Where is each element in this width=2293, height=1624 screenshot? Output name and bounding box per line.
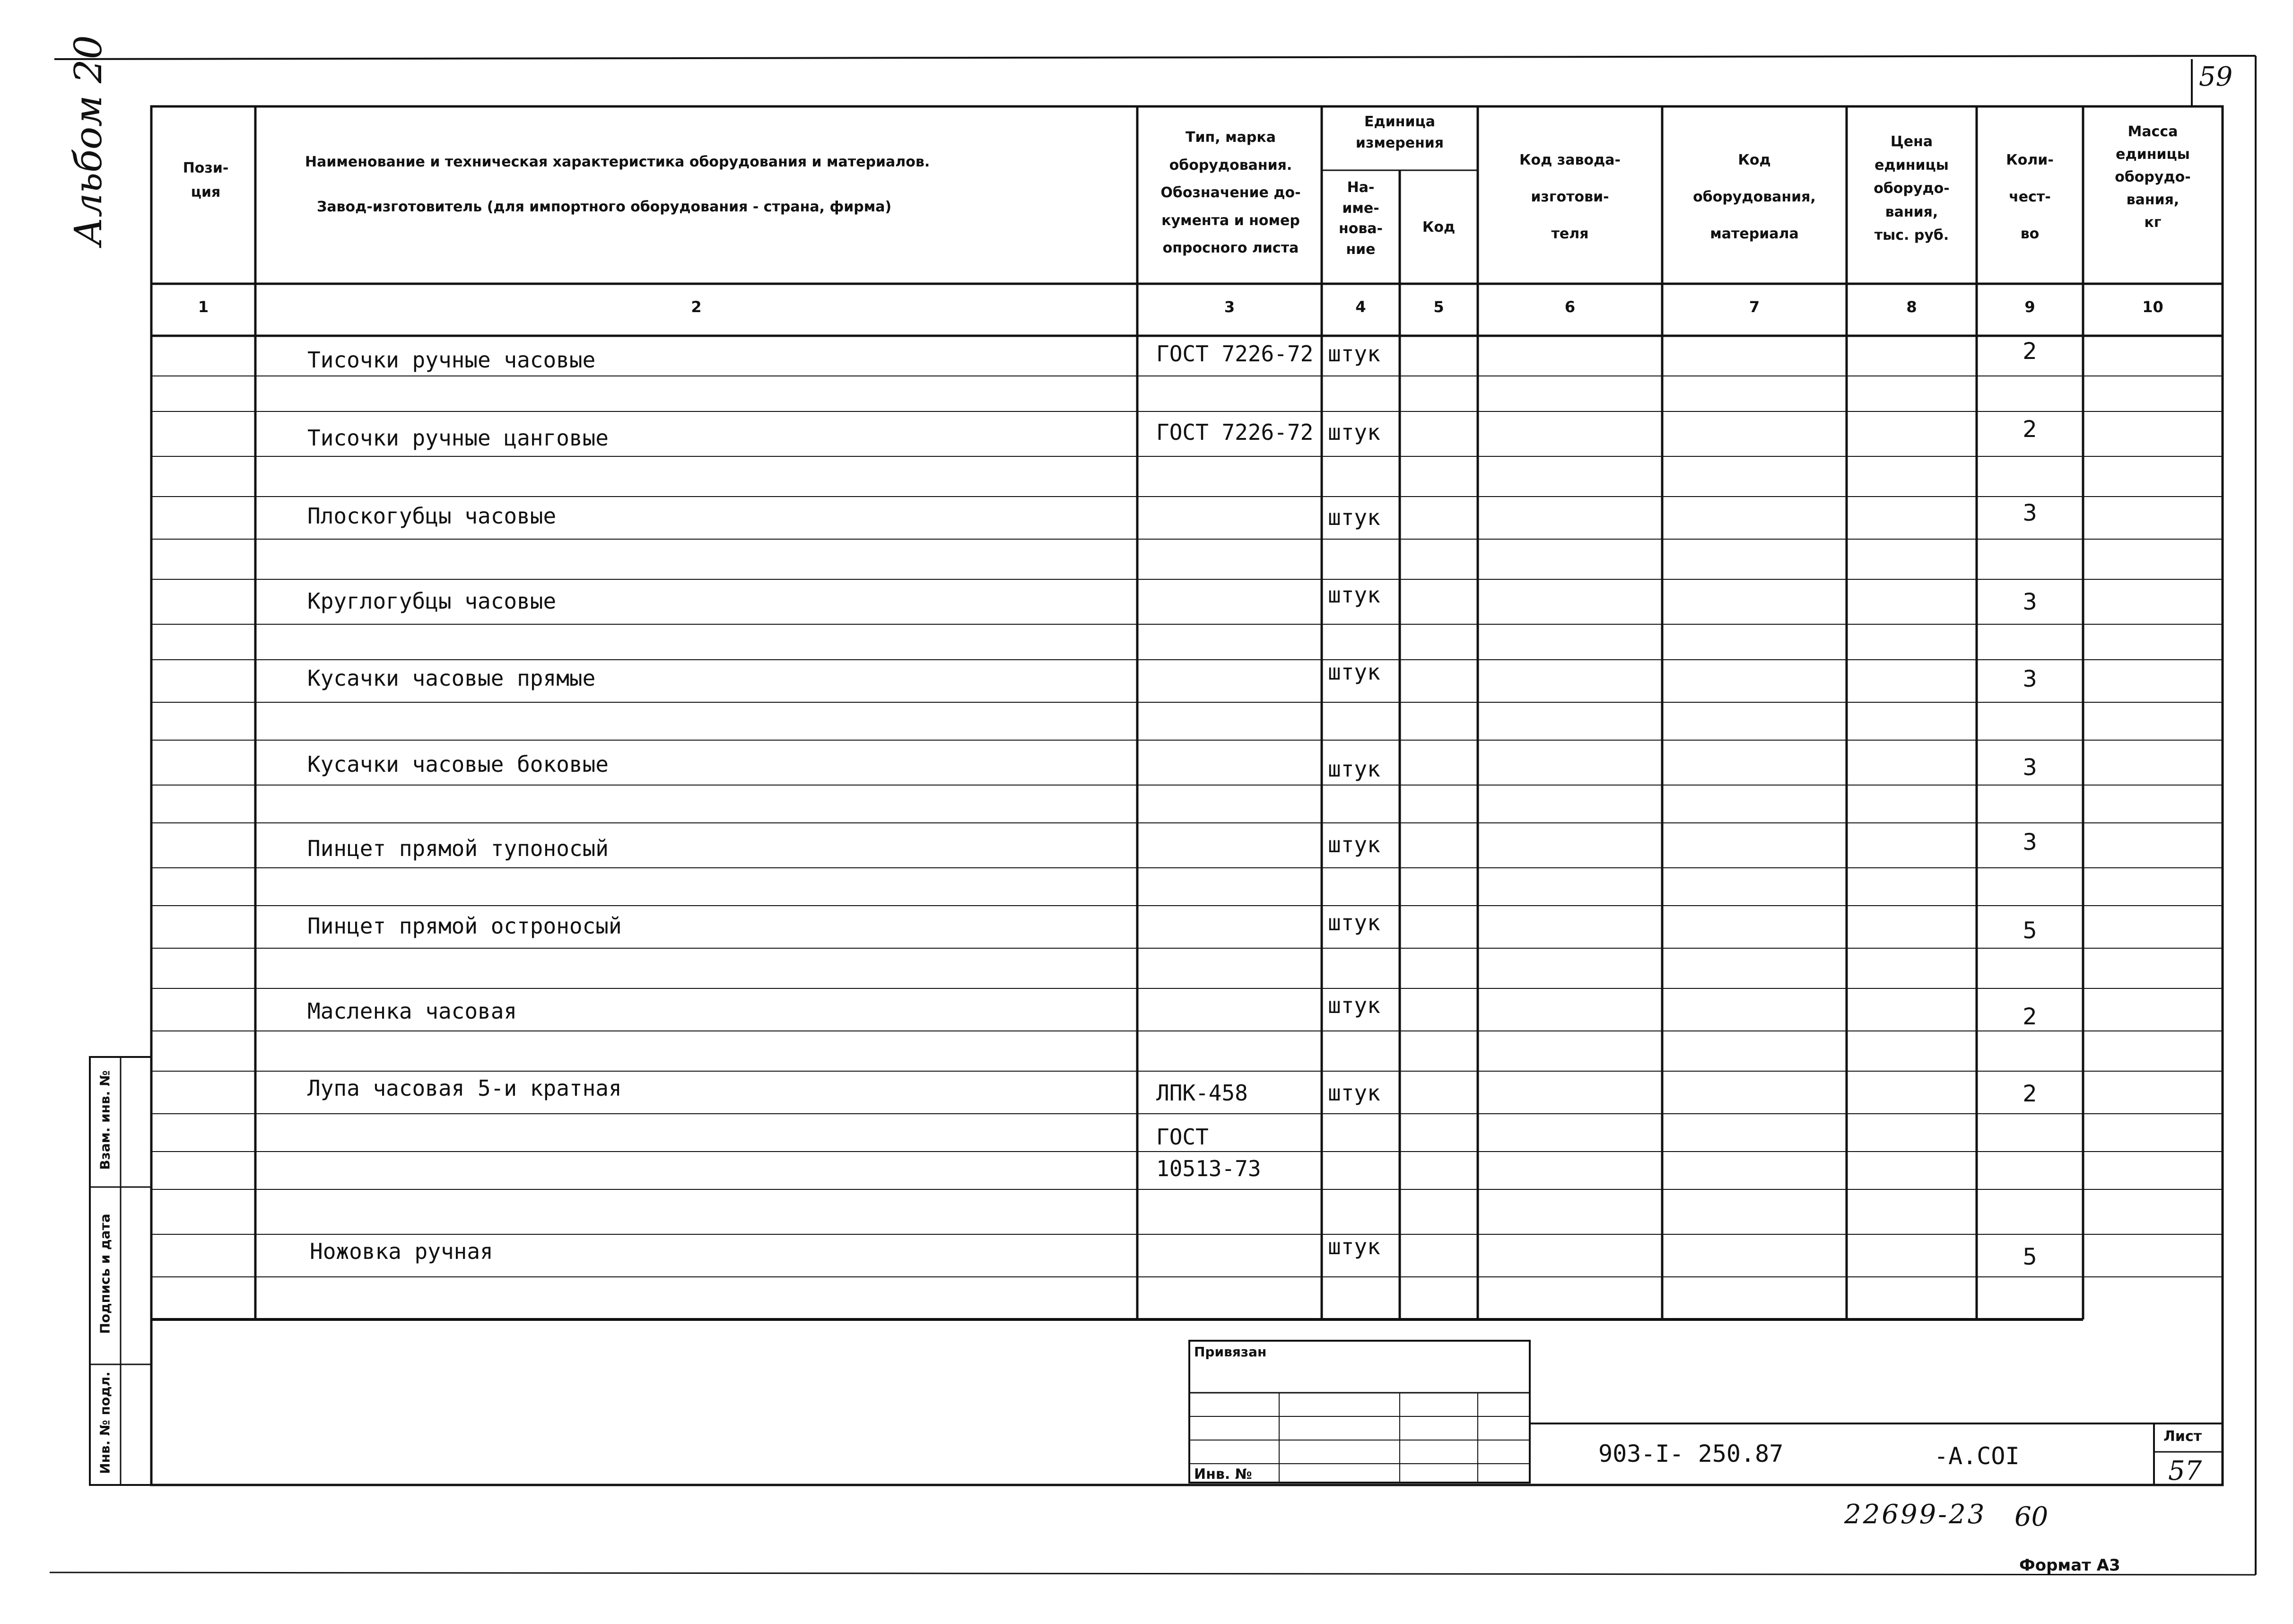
- row-unit: штук: [1328, 582, 1380, 608]
- row-qty: 2: [2023, 1081, 2037, 1107]
- row-qty: 3: [2023, 829, 2037, 856]
- row-qty: 3: [2023, 500, 2037, 526]
- col-header-8: Цена единицы оборудо- вания, тыс. руб.: [1874, 133, 1950, 244]
- row-type-extra-2: 10513-73: [1156, 1156, 1261, 1181]
- page-number: 59: [2199, 61, 2233, 92]
- row-qty: 2: [2023, 338, 2037, 365]
- row-name: Кусачки часовые боковые: [307, 751, 609, 777]
- doc-suffix: -A.COI: [1934, 1442, 2020, 1470]
- row-name: Тисочки ручные цанговые: [307, 425, 609, 451]
- col-header-2-line1: Наименование и техническая характеристика оборудования и материалов.: [305, 154, 930, 170]
- col-num-5: 5: [1433, 298, 1444, 316]
- row-unit: штук: [1328, 993, 1380, 1018]
- row-name: Ножовка ручная: [310, 1239, 493, 1264]
- col-num-8: 8: [1906, 298, 1917, 316]
- row-name: Масленка часовая: [307, 998, 517, 1024]
- col-header-6: Код завода- изготови- теля: [1519, 152, 1621, 242]
- col-header-2-line2: Завод-изготовитель (для импортного оборудования - страна, фирма): [317, 199, 892, 215]
- format-label: Формат A3: [2019, 1556, 2120, 1575]
- col-num-3: 3: [1224, 298, 1235, 316]
- unit-group-header: Единица измерения: [1355, 114, 1444, 151]
- row-name: Плоскогубцы часовые: [307, 503, 557, 529]
- col-header-9: Коли- чест- во: [2006, 152, 2054, 242]
- col-num-4: 4: [1355, 298, 1366, 316]
- row-unit: штук: [1328, 1234, 1380, 1259]
- row-unit: штук: [1328, 910, 1380, 935]
- row-qty: 3: [2023, 589, 2037, 615]
- list-label: Лист: [2163, 1428, 2202, 1445]
- row-type: ЛПК-458: [1156, 1080, 1248, 1106]
- side-stamp-invpodl-label: Инв. № подл.: [97, 1371, 113, 1474]
- col-num-10: 10: [2142, 298, 2163, 316]
- side-stamp-vzam-label: Взам. инв. №: [97, 1070, 113, 1170]
- col-header-5: Код: [1422, 219, 1456, 236]
- row-unit: штук: [1328, 419, 1380, 445]
- row-name: Пинцет прямой остроносый: [307, 913, 622, 939]
- col-header-7: Код оборудования, материала: [1693, 152, 1816, 242]
- inv-no-label: Инв. №: [1194, 1466, 1252, 1483]
- col-num-2: 2: [691, 298, 702, 316]
- row-type: ГОСТ 7226-72: [1156, 341, 1314, 367]
- row-unit: штук: [1328, 659, 1380, 685]
- row-unit: штук: [1328, 341, 1380, 367]
- bottom-code-page: 60: [2014, 1502, 2049, 1532]
- row-name: Кусачки часовые прямые: [307, 665, 596, 691]
- bottom-code: 22699-23: [1844, 1499, 1987, 1530]
- side-stamp-podpis-label: Подпись и дата: [97, 1214, 113, 1334]
- row-name: Лупа часовая 5-и кратная: [307, 1075, 622, 1101]
- row-qty: 3: [2023, 754, 2037, 781]
- privyazan-label: Привязан: [1194, 1344, 1267, 1360]
- col-num-9: 9: [2024, 298, 2035, 316]
- row-unit: штук: [1328, 505, 1380, 530]
- row-name: Круглогубцы часовые: [307, 588, 557, 614]
- col-header-4: На- име- нова- ние: [1338, 179, 1383, 258]
- row-name: Пинцет прямой тупоносый: [307, 836, 609, 861]
- row-type: ГОСТ 7226-72: [1156, 419, 1314, 445]
- col-header-3: Тип, марка оборудования. Обозначение до- кумента и номер опросного листа: [1160, 129, 1301, 256]
- col-header-10: Масса единицы оборудо- вания, кг: [2115, 123, 2191, 231]
- row-unit: штук: [1328, 832, 1380, 857]
- row-qty: 2: [2023, 1004, 2037, 1030]
- row-qty: 5: [2023, 1244, 2037, 1270]
- col-num-7: 7: [1749, 298, 1760, 316]
- row-qty: 5: [2023, 917, 2037, 944]
- album-label: Альбом 20: [66, 35, 110, 246]
- row-name: Тисочки ручные часовые: [307, 347, 596, 373]
- doc-code: 903-I- 250.87: [1598, 1440, 1784, 1467]
- col-header-1: Пози- ция: [183, 160, 229, 201]
- row-qty: 2: [2023, 416, 2037, 443]
- list-number: 57: [2168, 1456, 2202, 1486]
- row-qty: 3: [2023, 666, 2037, 692]
- col-num-6: 6: [1564, 298, 1576, 316]
- col-num-1: 1: [198, 298, 209, 316]
- row-type-extra-1: ГОСТ: [1156, 1124, 1209, 1150]
- row-unit: штук: [1328, 756, 1380, 782]
- row-unit: штук: [1328, 1080, 1380, 1106]
